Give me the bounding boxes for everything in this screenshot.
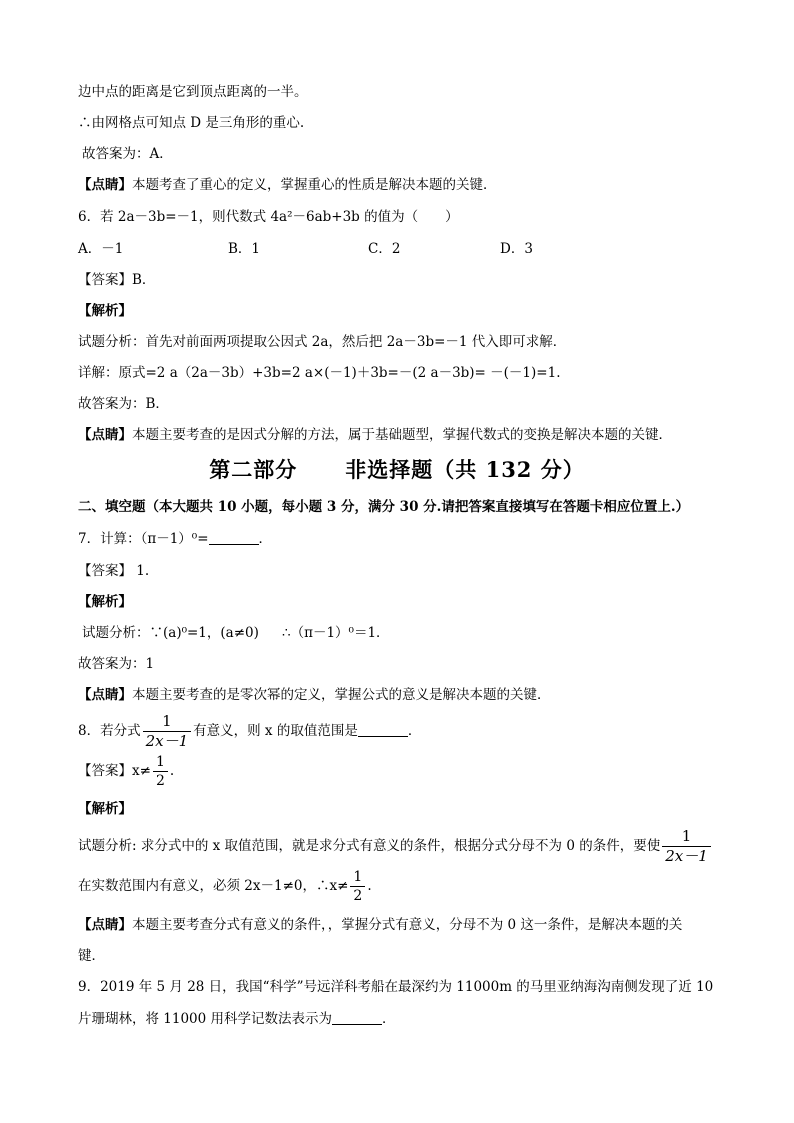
fraction: $\frac{1}{2}$: [350, 870, 365, 903]
jiexi-7: 【解析】: [78, 594, 132, 610]
section-part: 第二部分: [209, 457, 298, 482]
conclusion-6: 故答案为：B．: [78, 396, 169, 412]
section-name: 非选择题（共 132 分）: [345, 457, 585, 482]
q8-answer-end: .: [169, 763, 175, 779]
q9-stem-end: ．: [382, 1011, 396, 1027]
q8-stem-end: ．: [407, 723, 422, 739]
text-line: [78, 176, 497, 194]
question-6: 6．若 2a－3b=－1，则代数式 4a²－6ab+3b 的值为（ ）: [78, 209, 459, 225]
q8-analysis-b-end: .: [367, 878, 372, 894]
analysis-7b: ∴（π－1）⁰＝1．: [282, 625, 390, 641]
q9-stem: 片珊瑚林，将 11000 用科学记数法表示为: [78, 1011, 333, 1027]
jiexi-8: 【解析】: [78, 801, 132, 817]
section-title: [0, 457, 794, 483]
q8-stem-b: 有意义，则 x 的取值范围是: [193, 723, 358, 739]
dianjing-tag: 【点睛】: [78, 917, 132, 933]
conclusion-7: 故答案为：1: [78, 656, 155, 672]
dianjing-7: [78, 686, 551, 704]
analysis-8b: [78, 867, 372, 905]
answer-6: 【答案】B．: [78, 272, 156, 288]
answer-blank: [209, 530, 259, 545]
dianjing-tag: 【点睛】: [78, 177, 132, 193]
question-9-line2: [78, 1010, 396, 1028]
dianjing-8: [78, 916, 682, 934]
q8-answer-a: 【答案】x≠: [78, 763, 151, 779]
answer-7: 【答案】 1.: [78, 563, 150, 579]
analysis-7a: 试题分析：∵(a)⁰=1，(a≠0): [82, 625, 259, 641]
fraction: $\frac{1}{2x-1}$: [662, 829, 711, 864]
dianjing-6: [78, 426, 672, 444]
option-b: B．1: [228, 241, 261, 257]
dianjing-text: 本题主要考查的是因式分解的方法，属于基础题型，掌握代数式的变换是解决本题的关键．: [132, 427, 672, 443]
text-line: 故答案为：A．: [82, 146, 173, 162]
fraction: $\frac{1}{2}$: [153, 755, 168, 788]
question-9-line1: 9．2019 年 5 月 28 日，我国“科学”号远洋科考船在最深约为 11000m 的马里亚纳海沟南侧发现了近 10: [78, 979, 714, 995]
q8-stem-a: 8．若分式: [78, 723, 141, 739]
fill-header: 二、填空题（本大题共 10 小题，每小题 3 分，满分 30 分.请把答案直接填写在答题卡相应位置上.）: [78, 499, 690, 515]
q8-analysis-a: 试题分析: 求分式中的 x 取值范围，就是求分式有意义的条件，根据分式分母不为 0 的条件，要使: [78, 838, 661, 854]
answer-blank: [332, 1010, 382, 1025]
q7-stem: 7．计算：（π－1）⁰=: [78, 531, 209, 547]
question-7: [78, 530, 272, 548]
dianjing-8-cont: 键．: [78, 948, 105, 964]
analysis-8a: [78, 827, 713, 865]
dianjing-text: 本题主要考查的是零次幂的定义，掌握公式的意义是解决本题的关键．: [132, 687, 551, 703]
detail-6: 详解：原式=2 a（2a－3b）+3b=2 a×(－1)＋3b=－(2 a－3b)= －(－1)=1.: [78, 365, 561, 381]
q8-analysis-b: 在实数范围内有意义，必须 2x－1≠0，∴x≠: [78, 878, 349, 894]
text-line: ∴由网格点可知点 D 是三角形的重心.: [78, 115, 305, 131]
text-line: 边中点的距离是它到顶点距离的一半。: [78, 84, 308, 100]
dianjing-text: 本题考查了重心的定义，掌握重心的性质是解决本题的关键．: [132, 177, 497, 193]
dianjing-tag: 【点睛】: [78, 427, 132, 443]
option-c: C．2: [368, 241, 401, 257]
question-8: [78, 712, 421, 750]
answer-8: [78, 752, 174, 790]
answer-blank: [358, 722, 408, 737]
option-d: D．3: [500, 241, 533, 257]
analysis-6: 试题分析：首先对前面两项提取公因式 2a，然后把 2a－3b=－1 代入即可求解．: [78, 334, 567, 350]
dianjing-text: 本题主要考查分式有意义的条件，，掌握分式有意义，分母不为 0 这一条件，是解决本题的关: [132, 917, 683, 933]
jiexi-6: 【解析】: [78, 303, 132, 319]
dianjing-tag: 【点睛】: [78, 687, 132, 703]
q7-stem-end: ．: [258, 531, 273, 547]
fraction: $\frac{1}{2x-1}$: [143, 714, 192, 749]
option-a: A．－1: [78, 241, 124, 257]
